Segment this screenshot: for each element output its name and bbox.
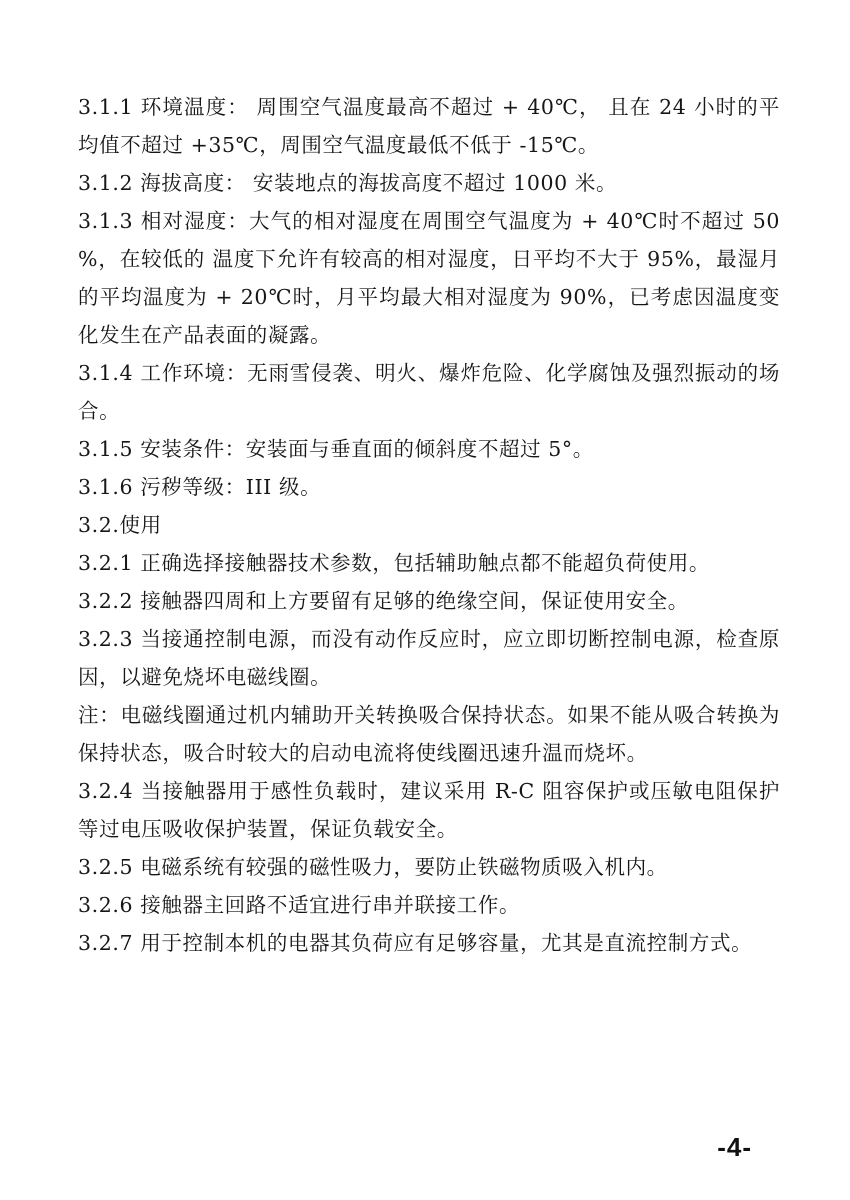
paragraph-3-2-7: 3.2.7 用于控制本机的电器其负荷应有足够容量，尤其是直流控制方式。 — [78, 931, 753, 955]
document-body — [78, 88, 780, 962]
paragraph-3-2-1: 3.2.1 正确选择接触器技术参数，包括辅助触点都不能超负荷使用。 — [78, 551, 710, 575]
paragraph-3-2-3: 3.2.3 当接通控制电源，而没有动作反应时，应立即切断控制电源，检查原因，以避免烧坏电磁线圈。 — [78, 627, 780, 689]
paragraph-3-1-4-working-environment: 3.1.4 工作环境：无雨雪侵袭、明火、爆炸危险、化学腐蚀及强烈振动的场合。 — [78, 361, 780, 423]
paragraph-3-2-5: 3.2.5 电磁系统有较强的磁性吸力，要防止铁磁物质吸入机内。 — [78, 855, 668, 879]
note-paragraph: 注：电磁线圈通过机内辅助开关转换吸合保持状态。如果不能从吸合转换为保持状态，吸合时较大的启动电流将使线圈迅速升温而烧坏。 — [78, 703, 780, 765]
paragraph-3-2-6: 3.2.6 接触器主回路不适宜进行串并联接工作。 — [78, 893, 521, 917]
paragraph-3-2-4: 3.2.4 当接触器用于感性负载时，建议采用 R-C 阻容保护或压敏电阻保护等过电压吸收保护装置，保证负载安全。 — [78, 779, 780, 841]
paragraph-3-1-3-relative-humidity: 3.1.3 相对湿度：大气的相对湿度在周围空气温度为 + 40℃时不超过 50%，在较低的 温度下允许有较高的相对湿度，日平均不大于 95%，最湿月的平均温度为 + 20℃时，月平均最大相对湿度为 90%，已考虑因温度变化发生在产品表面的凝露。 — [78, 209, 780, 347]
paragraph-3-1-6-pollution-degree: 3.1.6 污秽等级：III 级。 — [78, 475, 322, 499]
page-number: -4- — [717, 1132, 752, 1162]
section-heading-3-2-use: 3.2.使用 — [78, 513, 162, 537]
paragraph-3-2-2: 3.2.2 接触器四周和上方要留有足够的绝缘空间，保证使用安全。 — [78, 589, 689, 613]
paragraph-3-1-5-installation-conditions: 3.1.5 安装条件：安装面与垂直面的倾斜度不超过 5°。 — [78, 437, 594, 461]
paragraph-3-1-1-ambient-temperature: 3.1.1 环境温度： 周围空气温度最高不超过 + 40℃， 且在 24 小时的平均值不超过 +35℃，周围空气温度最低不低于 -15℃。 — [78, 95, 780, 157]
paragraph-3-1-2-altitude: 3.1.2 海拔高度： 安装地点的海拔高度不超过 1000 米。 — [78, 171, 618, 195]
